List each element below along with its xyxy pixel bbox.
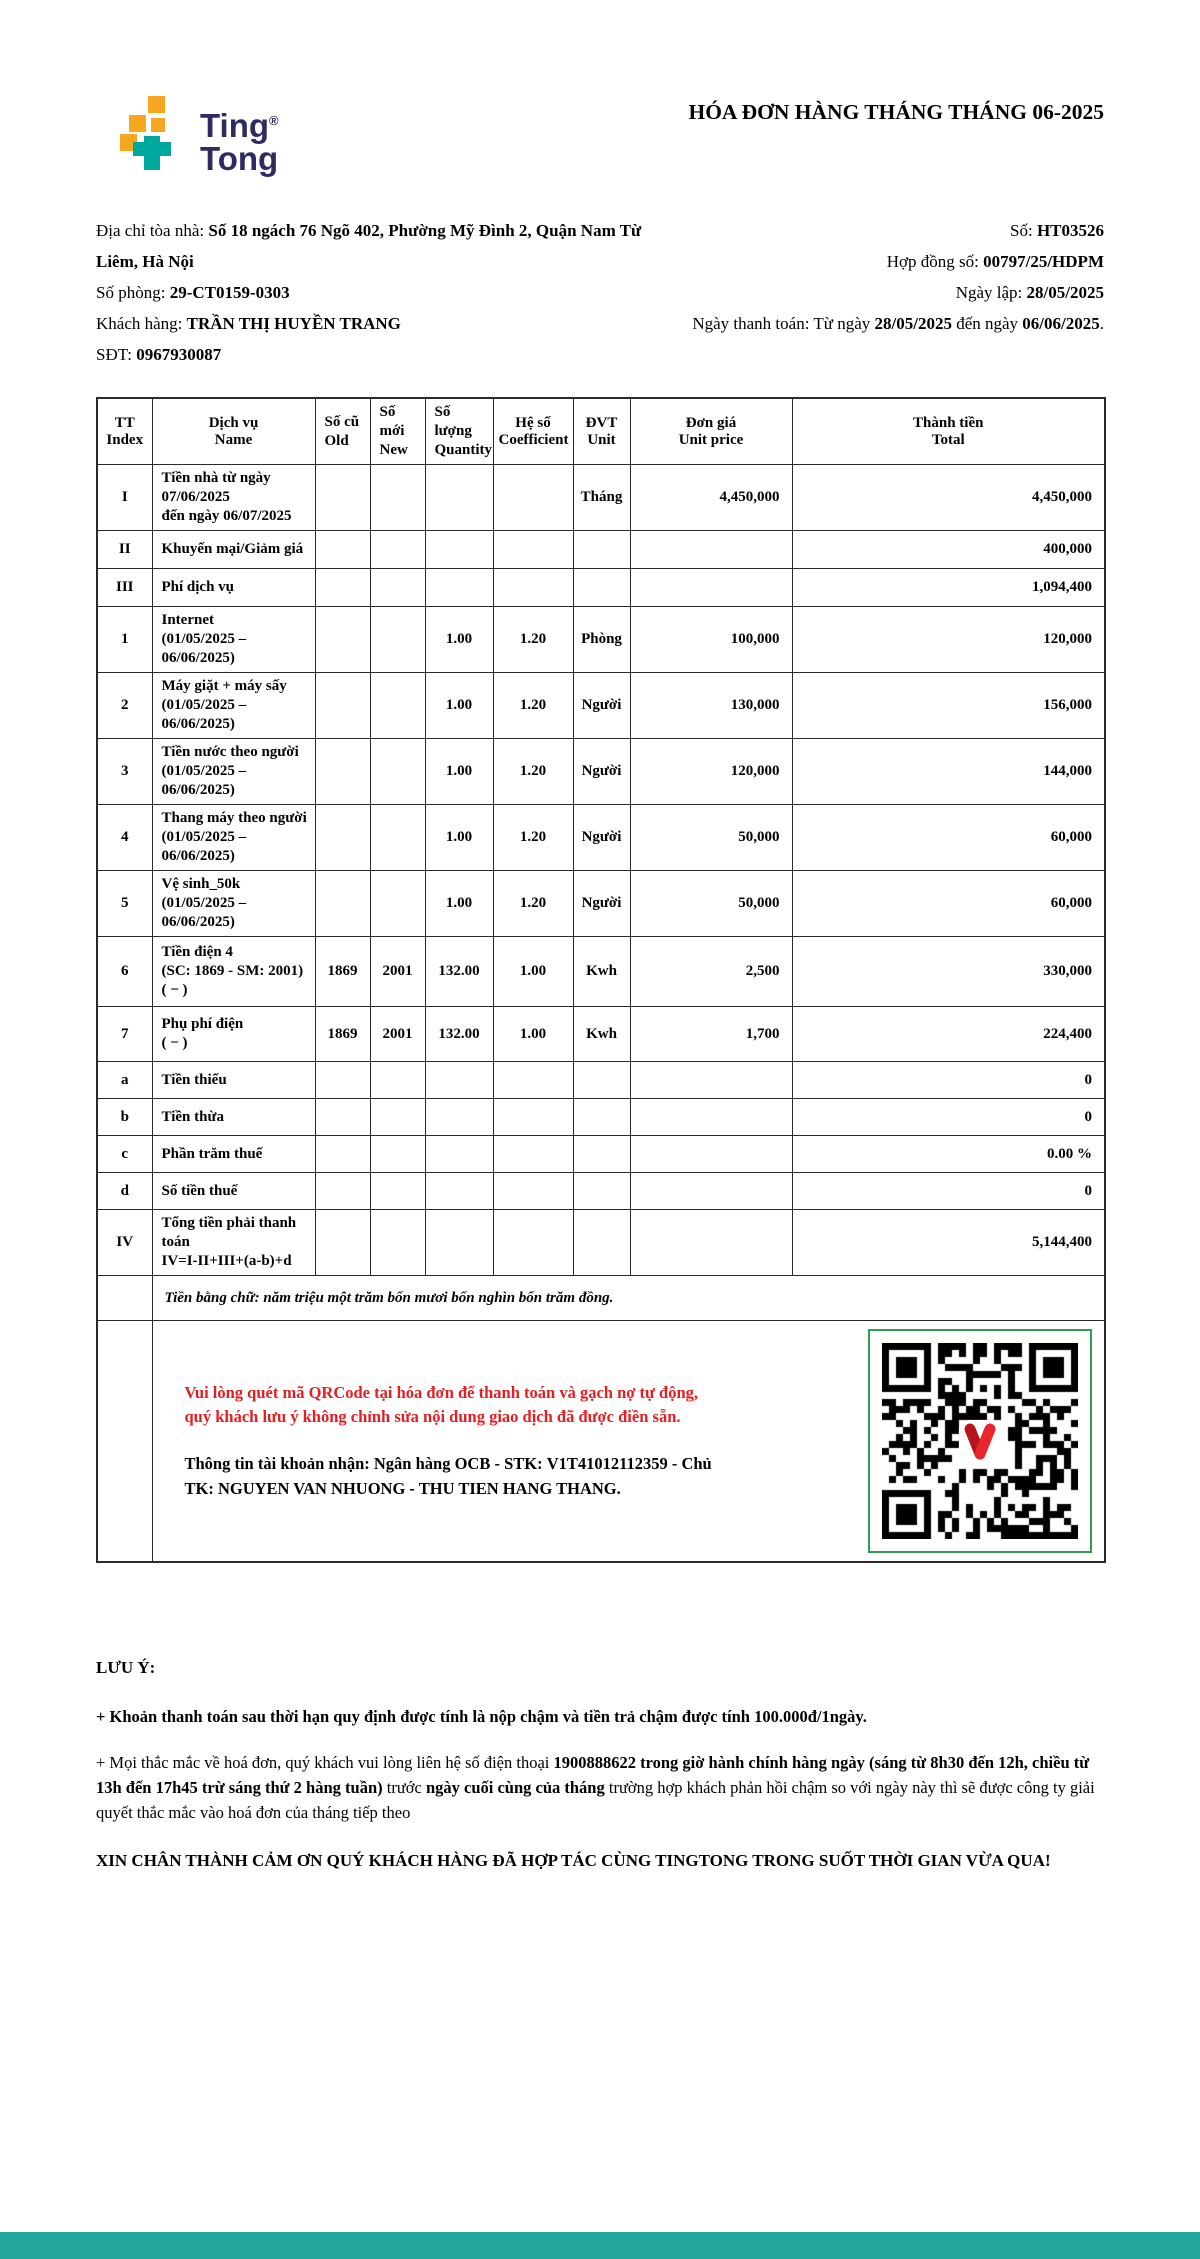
cell-old <box>315 739 370 805</box>
logo-square-yellow <box>151 118 165 132</box>
cell-new: 2001 <box>370 1007 425 1062</box>
cell-coefficient <box>493 465 573 531</box>
cell-unit <box>573 569 630 607</box>
cell-service-name <box>152 465 315 531</box>
service-name-line: Số tiền thuế <box>161 1182 238 1199</box>
column-header-total: Thành tiền Total <box>792 398 1105 465</box>
table-row-6 <box>97 937 1105 1007</box>
cell-coefficient: 1.20 <box>493 673 573 739</box>
invoice-no-label: Số: <box>1010 221 1037 240</box>
cell-unit <box>573 531 630 569</box>
cell-quantity: 1.00 <box>425 673 493 739</box>
info-left <box>96 215 674 370</box>
room-label: Số phòng: <box>96 283 170 302</box>
footer-color-bar <box>0 2232 1200 2259</box>
cell-new <box>370 465 425 531</box>
issue-date-label: Ngày lập: <box>955 283 1027 302</box>
service-name-line: Tổng tiền phải thanh toán <box>161 1215 297 1250</box>
column-header-name: Dịch vụ Name <box>152 398 315 465</box>
address-value: Số 18 ngách 76 Ngõ 402, Phường Mỹ Đình 2, Quận Nam Từ Liêm, Hà Nội <box>96 221 642 271</box>
cell-service-name <box>152 937 315 1007</box>
cell-quantity <box>425 1210 493 1276</box>
cell-unit-price <box>630 531 792 569</box>
cell-coefficient: 1.20 <box>493 739 573 805</box>
amount-in-words-row <box>97 1276 1105 1321</box>
text-segment: + Mọi thắc mắc về hoá đơn, quý khách vui lòng liên hệ số điện thoại <box>96 1753 554 1773</box>
cell-index: 2 <box>97 673 152 739</box>
cell-quantity: 132.00 <box>425 937 493 1007</box>
cell-total: 1,094,400 <box>792 569 1105 607</box>
cell-old: 1869 <box>315 1007 370 1062</box>
cell-quantity <box>425 1173 493 1210</box>
column-header-quantity: Số lượng Quantity <box>425 398 493 465</box>
cell-new <box>370 1062 425 1099</box>
cell-unit <box>573 1099 630 1136</box>
contract-label: Hợp đồng số: <box>886 252 984 271</box>
text-segment: 06/06/2025 <box>1022 314 1100 333</box>
header <box>96 96 1104 175</box>
logo-square-yellow <box>129 115 146 132</box>
cell-old <box>315 1099 370 1136</box>
table-row-III <box>97 569 1105 607</box>
text-segment: đến ngày <box>951 314 1023 333</box>
cell-total: 0 <box>792 1099 1105 1136</box>
service-name-line: Phần trăm thuế <box>161 1145 263 1162</box>
service-name-line: Khuyến mại/Giảm giá <box>161 541 304 557</box>
cell-coefficient <box>493 1210 573 1276</box>
cell-index: 7 <box>97 1007 152 1062</box>
phone-value: 0967930087 <box>136 345 222 364</box>
cell-quantity: 1.00 <box>425 871 493 937</box>
contract-value: 00797/25/HDPM <box>983 252 1104 271</box>
service-name-line: Internet <box>161 612 214 628</box>
cell-index: I <box>97 465 152 531</box>
service-name-line: (01/05/2025 – 06/06/2025) <box>161 631 247 666</box>
cell-coefficient: 1.20 <box>493 871 573 937</box>
cell-quantity <box>425 1136 493 1173</box>
cell-unit-price: 1,700 <box>630 1007 792 1062</box>
table-row-4 <box>97 805 1105 871</box>
text-segment: Thông tin tài khoản nhận: Ngân hàng OCB - STK: <box>184 1454 547 1473</box>
service-name-line: (01/05/2025 – 06/06/2025) <box>161 697 247 732</box>
qr-center-v-logo <box>957 1418 1003 1464</box>
text-segment: V1T41012112359 <box>546 1454 668 1473</box>
service-name-line: Thang máy theo người <box>161 810 307 826</box>
cell-old <box>315 569 370 607</box>
cell-unit-price <box>630 1099 792 1136</box>
cell-new <box>370 1173 425 1210</box>
table-row-II <box>97 531 1105 569</box>
cell-index: c <box>97 1136 152 1173</box>
table-row-5 <box>97 871 1105 937</box>
cell-old: 1869 <box>315 937 370 1007</box>
service-name-line: đến ngày 06/07/2025 <box>161 508 292 524</box>
note-late-payment: + Khoản thanh toán sau thời hạn quy định được tính là nộp chậm và tiền trả chậm được tính 100.000đ/1ngày. <box>96 1706 867 1726</box>
notes-heading: LƯU Ý: <box>96 1658 156 1677</box>
cell-unit-price: 4,450,000 <box>630 465 792 531</box>
cell-total: 5,144,400 <box>792 1210 1105 1276</box>
customer-label: Khách hàng: <box>96 314 187 333</box>
cell-coefficient <box>493 1099 573 1136</box>
cell-unit: Người <box>573 739 630 805</box>
service-name-line: ( − ) <box>161 982 188 998</box>
cell-total: 0 <box>792 1173 1105 1210</box>
issue-date-value: 28/05/2025 <box>1026 283 1104 302</box>
cell-service-name <box>152 607 315 673</box>
cell-coefficient <box>493 531 573 569</box>
cell-unit-price: 130,000 <box>630 673 792 739</box>
registered-mark: ® <box>269 113 279 128</box>
cell-service-name <box>152 871 315 937</box>
cell-unit: Người <box>573 805 630 871</box>
cell-coefficient <box>493 1173 573 1210</box>
cell-index: 6 <box>97 937 152 1007</box>
service-name-line: (01/05/2025 – 06/06/2025) <box>161 895 247 930</box>
cell-index: b <box>97 1099 152 1136</box>
logo-word-tong: Tong <box>200 140 279 177</box>
table-row-7 <box>97 1007 1105 1062</box>
cell-unit: Tháng <box>573 465 630 531</box>
cell-unit <box>573 1136 630 1173</box>
cell-quantity <box>425 531 493 569</box>
table-header-row <box>97 398 1105 465</box>
column-header-new: Số mới New <box>370 398 425 465</box>
cell-total: 144,000 <box>792 739 1105 805</box>
cell-service-name <box>152 1136 315 1173</box>
cell-coefficient <box>493 569 573 607</box>
table-row-c <box>97 1136 1105 1173</box>
cell-coefficient <box>493 1136 573 1173</box>
logo-square-teal <box>133 142 171 156</box>
amount-in-words-value: năm triệu một trăm bốn mươi bốn nghìn bốn trăm đồng. <box>263 1289 614 1306</box>
cell-unit <box>573 1210 630 1276</box>
empty-index-cell <box>97 1276 152 1321</box>
notes-section <box>96 1655 1104 1873</box>
cell-index: 1 <box>97 607 152 673</box>
cell-coefficient: 1.20 <box>493 607 573 673</box>
amount-in-words-label: Tiền bằng chữ: <box>164 1289 264 1306</box>
cell-unit-price <box>630 1062 792 1099</box>
cell-unit-price: 2,500 <box>630 937 792 1007</box>
column-header-unit-price: Đơn giá Unit price <box>630 398 792 465</box>
cell-total: 330,000 <box>792 937 1105 1007</box>
cell-coefficient <box>493 1062 573 1099</box>
address-label: Địa chỉ tòa nhà: <box>96 221 209 240</box>
cell-service-name <box>152 739 315 805</box>
cell-quantity: 132.00 <box>425 1007 493 1062</box>
payment-qr-code <box>868 1329 1092 1553</box>
invoice-table <box>96 397 1106 1563</box>
cell-unit-price: 100,000 <box>630 607 792 673</box>
column-header-coefficient: Hệ số Coefficient <box>493 398 573 465</box>
table-row-a <box>97 1062 1105 1099</box>
room-value: 29-CT0159-0303 <box>169 283 290 302</box>
cell-quantity: 1.00 <box>425 805 493 871</box>
table-row-1 <box>97 607 1105 673</box>
service-name-line: (01/05/2025 – 06/06/2025) <box>161 829 247 864</box>
cell-unit <box>573 1062 630 1099</box>
cell-unit-price: 120,000 <box>630 739 792 805</box>
cell-old <box>315 1136 370 1173</box>
cell-index: a <box>97 1062 152 1099</box>
invoice-title: HÓA ĐƠN HÀNG THÁNG THÁNG 06-2025 <box>688 100 1104 124</box>
cell-new: 2001 <box>370 937 425 1007</box>
service-name-line: (SC: 1869 - SM: 2001) <box>161 963 304 979</box>
cell-old <box>315 1173 370 1210</box>
text-segment: . <box>1099 314 1104 333</box>
cell-total: 0.00 % <box>792 1136 1105 1173</box>
qr-content-cell <box>152 1321 1105 1563</box>
logo-wordmark <box>200 104 279 175</box>
text-segment: 1900888622 <box>553 1753 636 1773</box>
table-row-b <box>97 1099 1105 1136</box>
logo-square-yellow <box>148 96 165 113</box>
cell-coefficient: 1.20 <box>493 805 573 871</box>
cell-coefficient: 1.00 <box>493 1007 573 1062</box>
text-segment: . <box>616 1478 621 1498</box>
cell-total: 60,000 <box>792 805 1105 871</box>
empty-index-cell <box>97 1321 152 1563</box>
tingtong-logo-icon <box>120 96 186 170</box>
cell-new <box>370 1099 425 1136</box>
invoice-info <box>96 215 1104 370</box>
cell-index: II <box>97 531 152 569</box>
table-footer-rows <box>97 1276 1105 1563</box>
cell-new <box>370 569 425 607</box>
cell-unit <box>573 1173 630 1210</box>
cell-total: 60,000 <box>792 871 1105 937</box>
column-header-index: TT Index <box>97 398 152 465</box>
cell-quantity: 1.00 <box>425 607 493 673</box>
tingtong-logo <box>120 96 279 175</box>
table-row-3 <box>97 739 1105 805</box>
cell-service-name <box>152 1007 315 1062</box>
note-hotline <box>96 1751 1104 1825</box>
table-row-IV <box>97 1210 1105 1276</box>
cell-new <box>370 531 425 569</box>
cell-old <box>315 805 370 871</box>
text-segment: ngày cuối cùng của tháng <box>425 1778 605 1797</box>
cell-new <box>370 1210 425 1276</box>
text-segment: 28/05/2025 <box>874 314 952 333</box>
cell-index: 5 <box>97 871 152 937</box>
cell-unit: Kwh <box>573 937 630 1007</box>
text-segment: trong giờ hành chính hàng ngày (sáng từ 8h30 đến 12h, chiều từ 13h đến 17h45 trừ sáng thứ 2 hàng tuần) <box>96 1753 1090 1797</box>
column-header-unit: ĐVT Unit <box>573 398 630 465</box>
column-header-old: Số cũ Old <box>315 398 370 465</box>
table-body <box>97 465 1105 1276</box>
cell-old <box>315 531 370 569</box>
cell-total: 0 <box>792 1062 1105 1099</box>
cell-unit-price: 50,000 <box>630 805 792 871</box>
cell-new <box>370 871 425 937</box>
text-segment: NGUYEN VAN NHUONG - THU TIEN HANG THANG <box>217 1478 617 1498</box>
text-segment: trước <box>382 1778 426 1797</box>
cell-quantity <box>425 1062 493 1099</box>
cell-unit-price <box>630 1173 792 1210</box>
cell-total: 4,450,000 <box>792 465 1105 531</box>
phone-label: SĐT: <box>96 345 137 364</box>
service-name-line: Tiền nhà từ ngày 07/06/2025 <box>161 470 271 505</box>
logo-word-ting: Ting <box>200 107 270 144</box>
cell-total: 156,000 <box>792 673 1105 739</box>
cell-total: 224,400 <box>792 1007 1105 1062</box>
text-segment: - Chủ TK: <box>184 1454 712 1498</box>
table-row-I <box>97 465 1105 531</box>
cell-unit-price <box>630 1136 792 1173</box>
service-name-line: Tiền nước theo người <box>161 744 299 760</box>
cell-unit: Người <box>573 871 630 937</box>
qr-row <box>97 1321 1105 1563</box>
cell-unit-price <box>630 569 792 607</box>
cell-total: 400,000 <box>792 531 1105 569</box>
amount-in-words-cell <box>152 1276 1105 1321</box>
cell-index: 3 <box>97 739 152 805</box>
cell-unit: Phòng <box>573 607 630 673</box>
cell-service-name <box>152 1173 315 1210</box>
cell-old <box>315 1062 370 1099</box>
cell-service-name <box>152 805 315 871</box>
cell-index: d <box>97 1173 152 1210</box>
text-segment: trường hợp khách phản hồi chậm so với ngày này thì sẽ được công ty giải quyết thắc mắc vào hoá đơn của tháng tiếp theo <box>96 1778 1095 1822</box>
invoice-no-value: HT03526 <box>1036 221 1104 240</box>
cell-service-name <box>152 1210 315 1276</box>
cell-new <box>370 607 425 673</box>
cell-total: 120,000 <box>792 607 1105 673</box>
cell-index: IV <box>97 1210 152 1276</box>
cell-unit-price: 50,000 <box>630 871 792 937</box>
cell-new <box>370 673 425 739</box>
service-name-line: Phí dịch vụ <box>161 579 235 595</box>
cell-service-name <box>152 569 315 607</box>
thanks-message: XIN CHÂN THÀNH CẢM ƠN QUÝ KHÁCH HÀNG ĐÃ HỢP TÁC CÙNG TINGTONG TRONG SUỐT THỜI GIAN VỪA QUA! <box>96 1850 1051 1870</box>
cell-coefficient: 1.00 <box>493 937 573 1007</box>
table-header <box>97 398 1105 465</box>
cell-old <box>315 607 370 673</box>
cell-index: 4 <box>97 805 152 871</box>
cell-quantity <box>425 569 493 607</box>
service-name-line: Tiền điện 4 <box>161 944 233 960</box>
table-row-d <box>97 1173 1105 1210</box>
customer-value: TRẦN THỊ HUYỀN TRANG <box>186 314 401 333</box>
qr-red-note: Vui lòng quét mã QRCode tại hóa đơn để thanh toán và gạch nợ tự động, quý khách lưu ý không chỉnh sửa nội dung giao dịch đã được điền sẵn. <box>184 1382 699 1427</box>
cell-new <box>370 805 425 871</box>
cell-unit-price <box>630 1210 792 1276</box>
account-info <box>185 1452 725 1502</box>
cell-old <box>315 673 370 739</box>
cell-quantity <box>425 465 493 531</box>
qr-instructions <box>185 1381 725 1502</box>
service-name-line: Tiền thiếu <box>161 1071 227 1088</box>
cell-old <box>315 871 370 937</box>
table-row-2 <box>97 673 1105 739</box>
service-name-line: Vệ sinh_50k <box>161 876 241 892</box>
service-name-line: IV=I-II+III+(a-b)+d <box>161 1253 292 1269</box>
cell-old <box>315 465 370 531</box>
service-name-line: Tiền thừa <box>161 1108 224 1125</box>
cell-service-name <box>152 1099 315 1136</box>
service-name-line: (01/05/2025 – 06/06/2025) <box>161 763 247 798</box>
cell-service-name <box>152 1062 315 1099</box>
service-name-line: ( − ) <box>161 1035 188 1051</box>
text-segment: Ngày thanh toán: Từ ngày <box>692 314 875 333</box>
cell-service-name <box>152 531 315 569</box>
cell-quantity: 1.00 <box>425 739 493 805</box>
cell-new <box>370 739 425 805</box>
payment-date-line <box>692 314 1104 333</box>
cell-new <box>370 1136 425 1173</box>
cell-service-name <box>152 673 315 739</box>
service-name-line: Phụ phí điện <box>161 1016 244 1032</box>
cell-unit: Kwh <box>573 1007 630 1062</box>
cell-quantity <box>425 1099 493 1136</box>
cell-old <box>315 1210 370 1276</box>
info-right <box>684 215 1104 370</box>
invoice-page <box>96 0 1104 1873</box>
cell-unit: Người <box>573 673 630 739</box>
service-name-line: Máy giặt + máy sấy <box>161 678 287 694</box>
cell-index: III <box>97 569 152 607</box>
